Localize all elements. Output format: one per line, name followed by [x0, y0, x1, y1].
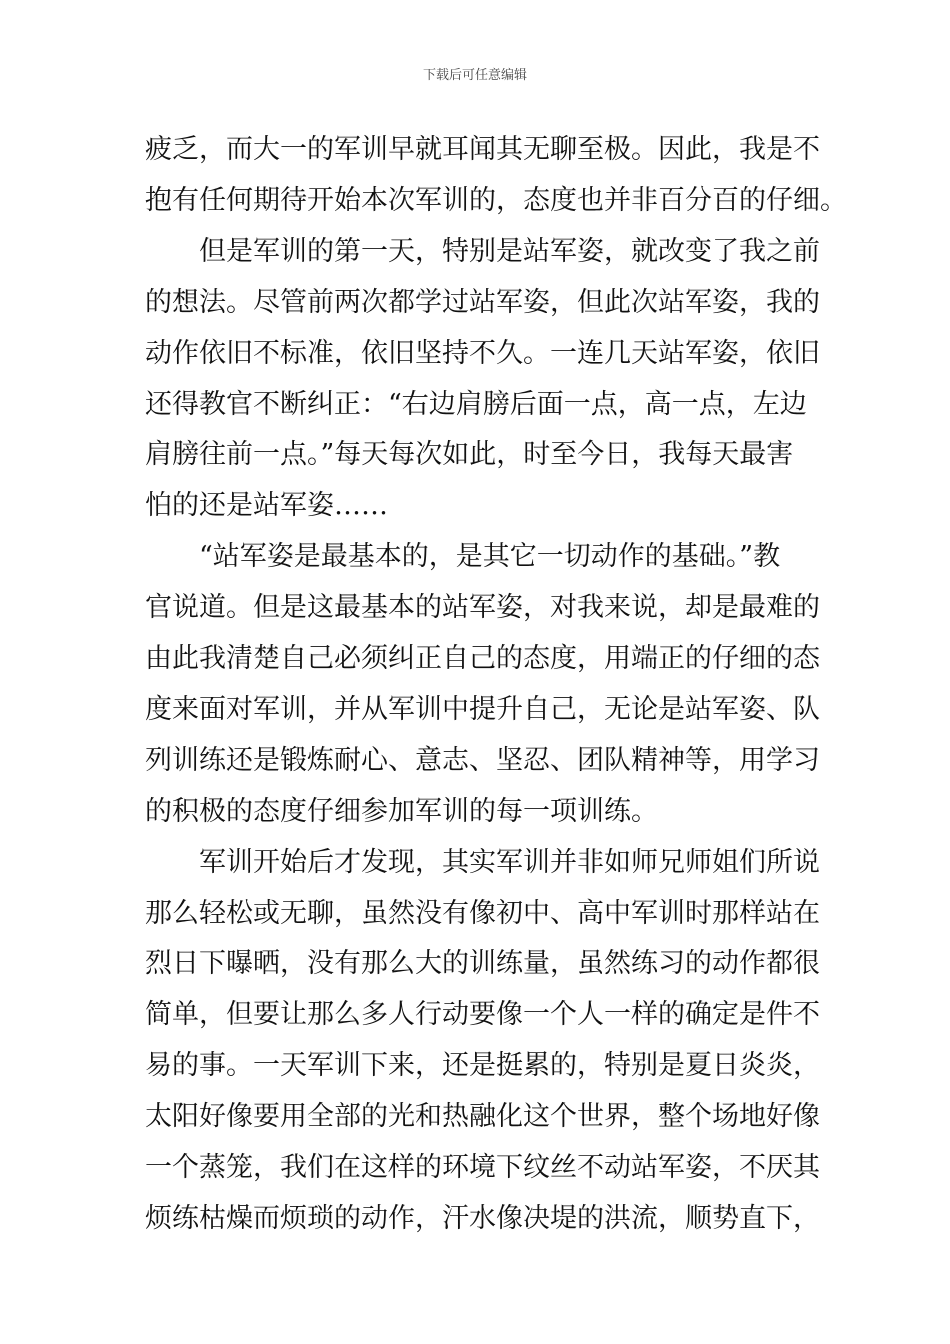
text-line: 疲乏，而大一的军训早就耳闻其无聊至极。因此，我是不 [145, 134, 820, 165]
text-line: 由此我清楚自己必须纠正自己的态度，用端正的仔细的态 [145, 643, 820, 674]
text-line: 易的事。一天军训下来，还是挺累的，特别是夏日炎炎， [145, 1050, 820, 1081]
text-line: 烈日下曝晒，没有那么大的训练量，虽然练习的动作都很 [145, 948, 820, 979]
text-line: 列训练还是锻炼耐心、意志、坚忍、团队精神等，用学习 [145, 745, 820, 776]
text-line: 但是军训的第一天，特别是站军姿，就改变了我之前 [145, 236, 820, 267]
text-line: 动作依旧不标准，依旧坚持不久。一连几天站军姿，依旧 [145, 338, 820, 369]
text-line: “站军姿是最基本的，是其它一切动作的基础。”教 [145, 541, 781, 572]
text-line: 烦练枯燥而烦琐的动作，汗水像决堤的洪流，顺势直下， [145, 1203, 820, 1234]
text-line: 肩膀往前一点。”每天每次如此，时至今日，我每天最害 [145, 439, 794, 470]
text-line: 官说道。但是这最基本的站军姿，对我来说，却是最难的 [145, 592, 820, 623]
page-header: 下载后可任意编辑 [422, 68, 527, 83]
text-line: 怕的还是站军姿…… [145, 490, 388, 521]
text-line: 那么轻松或无聊，虽然没有像初中、高中军训时那样站在 [145, 898, 820, 929]
text-line: 一个蒸笼，我们在这样的环境下纹丝不动站军姿，不厌其 [145, 1152, 820, 1183]
text-line: 军训开始后才发现，其实军训并非如师兄师姐们所说 [145, 847, 820, 878]
text-line: 抱有任何期待开始本次军训的，态度也并非百分百的仔细。 [145, 185, 847, 216]
text-line: 简单，但要让那么多人行动要像一个人一样的确定是件不 [145, 999, 820, 1030]
text-line: 的想法。尽管前两次都学过站军姿，但此次站军姿，我的 [145, 287, 820, 318]
text-line: 太阳好像要用全部的光和热融化这个世界，整个场地好像 [145, 1101, 820, 1132]
text-line: 度来面对军训，并从军训中提升自己，无论是站军姿、队 [145, 694, 820, 725]
text-line: 的积极的态度仔细参加军训的每一项训练。 [145, 796, 658, 827]
text-line: 还得教官不断纠正：“右边肩膀后面一点，高一点，左边 [145, 389, 807, 420]
